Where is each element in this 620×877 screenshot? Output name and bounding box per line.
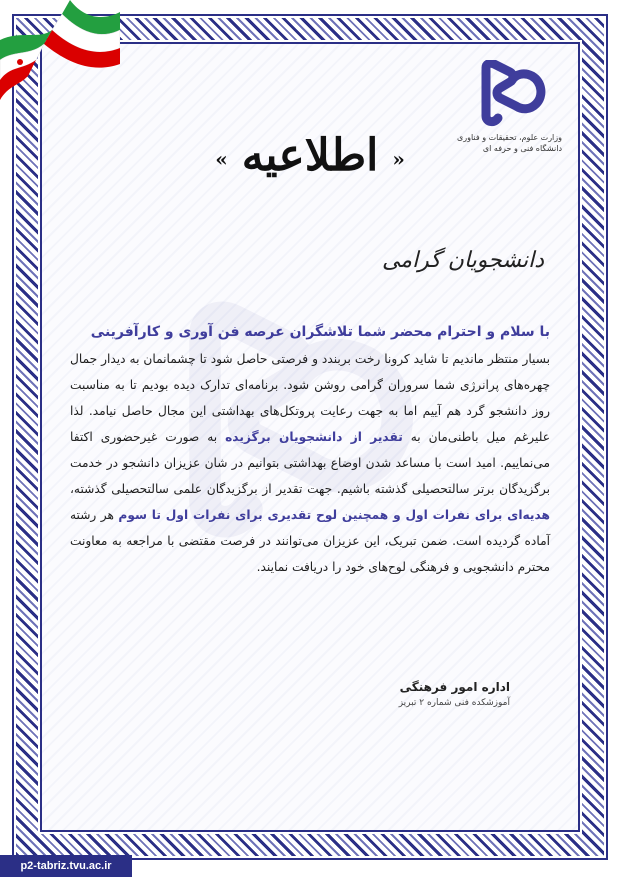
- quote-mark-icon: «: [392, 146, 405, 171]
- highlight-appreciation: تقدیر از دانشجویان برگزیده: [225, 430, 403, 444]
- body-paragraph-3: هر رشته آماده گردیده است. ضمن تبریک، این عزیزان می‌توانند در فرصت مقتضی با مراجعه به معاونت محترم دانشجویی و فرهنگی لوح‌های خود را دریافت نمایند.: [70, 508, 550, 574]
- footer-url-link[interactable]: p2-tabriz.tvu.ac.ir: [0, 855, 132, 877]
- body-paragraph-1: بسیار منتظر ماندیم تا شاید کرونا رخت بربندد و فرصتی حاصل شود تا چشمانمان به دیدار جمال چهره‌های پرانرژی شما سروران گرامی روشن شود. برنامه‌ای تدارک دیده بودیم تا به مناسبت روز دانشجو گرد هم آییم اما به جهت رعایت پروتکل‌های بهداشتی این مجال حاصل نیامد. لذا علیرغم میل باطنی‌مان به: [70, 352, 550, 444]
- signature-subtitle: آموزشکده فنی شماره ۲ تبریز: [398, 698, 510, 708]
- salutation-line: با سلام و احترام محضر شما تلاشگران عرصه فن آوری و کارآفرینی: [90, 324, 550, 340]
- signature-block: [310, 680, 510, 708]
- logo-caption-line1: وزارت علوم، تحقیقات و فناوری: [457, 133, 562, 142]
- iran-flag-icon: [0, 0, 120, 120]
- logo-caption-line2: دانشگاه فنی و حرفه ای: [482, 144, 562, 153]
- body-paragraph-2: به صورت غیرحضوری اکتفا می‌نماییم. امید است با مساعد شدن اوضاع بهداشتی بتوانیم در شان عزیزان دانشجو در خدمت برگزیدگان برتر سالتحصیلی گذشته باشیم. جهت تقدیر از برگزیدگان علمی سالتحصیلی گذشته،: [70, 430, 550, 496]
- signature-title: اداره امور فرهنگی: [399, 680, 510, 694]
- announcement-body: [70, 318, 550, 580]
- university-logo: [476, 60, 556, 128]
- page-title: [0, 130, 620, 181]
- greeting: دانشجویان گرامی: [381, 248, 544, 273]
- heading-text: اطلاعیه: [241, 130, 379, 181]
- quote-mark-icon: »: [215, 146, 228, 171]
- highlight-gifts: هدیه‌ای برای نفرات اول و همچنین لوح تقدیری برای نفرات اول تا سوم: [118, 508, 550, 522]
